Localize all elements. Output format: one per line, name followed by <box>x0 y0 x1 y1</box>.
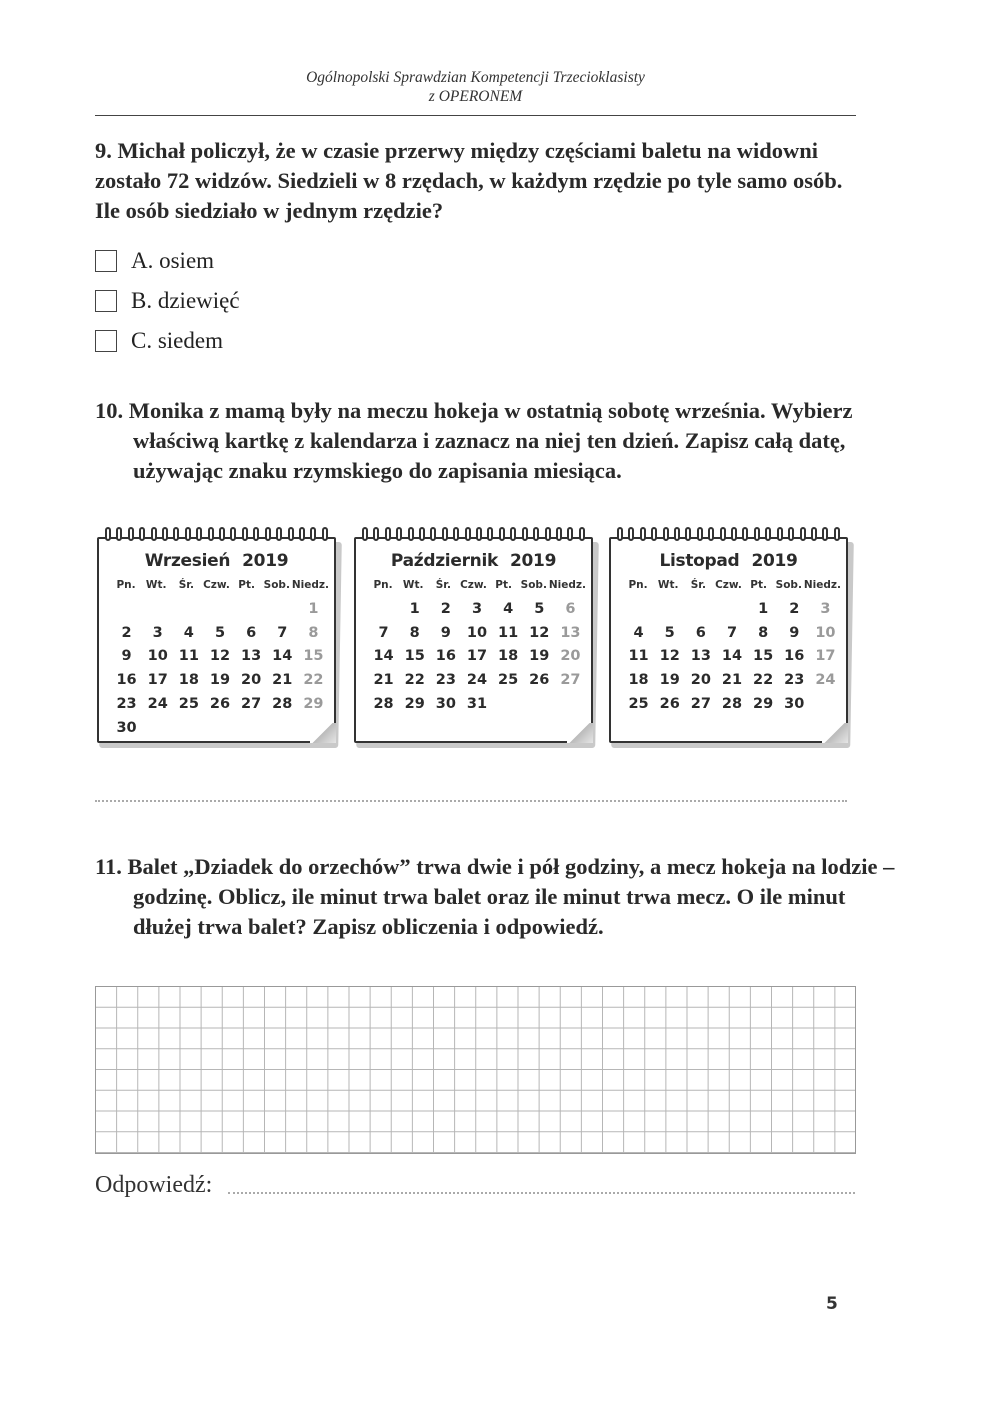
ring-icon <box>545 527 551 541</box>
ring-icon <box>640 527 646 541</box>
ring-icon <box>834 527 840 541</box>
day-cell[interactable]: 18 <box>178 672 199 689</box>
ring-icon <box>185 527 191 541</box>
ring-icon <box>754 527 760 541</box>
ring-icon <box>579 527 585 541</box>
weekday-label: Pn. <box>116 579 136 591</box>
weekday-header <box>368 579 586 597</box>
day-cell[interactable]: 20 <box>690 672 711 689</box>
day-cell[interactable]: 15 <box>303 648 324 665</box>
day-cell[interactable]: 23 <box>435 672 456 689</box>
day-cell[interactable]: 6 <box>565 600 576 617</box>
spiral-binding <box>617 527 840 543</box>
day-cell[interactable]: 5 <box>534 600 545 617</box>
day-cell[interactable]: 10 <box>147 648 168 665</box>
ring-icon <box>499 527 505 541</box>
answer-label: Odpowiedź: <box>95 1172 213 1198</box>
day-cell[interactable]: 28 <box>272 696 293 713</box>
day-cell[interactable]: 19 <box>209 672 231 689</box>
day-cell[interactable]: 27 <box>560 672 581 689</box>
day-cell[interactable]: 11 <box>498 624 519 641</box>
calendar-grid <box>623 579 841 716</box>
day-cell[interactable]: 23 <box>784 672 805 689</box>
ring-icon <box>742 527 748 541</box>
ring-icon <box>230 527 236 541</box>
day-cell[interactable]: 14 <box>272 648 293 665</box>
day-cell[interactable]: 3 <box>820 600 831 617</box>
day-cell[interactable]: 2 <box>440 600 451 617</box>
day-cell[interactable]: 20 <box>560 648 581 665</box>
day-cell[interactable]: 16 <box>435 648 456 665</box>
ring-icon <box>510 527 516 541</box>
ring-icon <box>276 527 282 541</box>
day-cell[interactable]: 24 <box>815 672 836 689</box>
calendar-grid <box>368 579 586 716</box>
day-cell[interactable]: 24 <box>147 696 168 713</box>
header-title: Ogólnopolski Sprawdzian Kompetencji Trzecioklasisty <box>306 69 645 86</box>
weekday-label: Wt. <box>402 579 424 591</box>
calculation-grid[interactable] <box>95 986 856 1154</box>
day-cell[interactable]: 7 <box>726 624 738 641</box>
day-cell[interactable]: 25 <box>178 696 199 713</box>
day-cell[interactable]: 28 <box>721 696 743 713</box>
weekday-label: Czw. <box>460 579 487 591</box>
calendar-days <box>111 597 329 740</box>
day-cell[interactable]: 9 <box>789 624 800 641</box>
option-b[interactable] <box>95 281 240 321</box>
day-cell[interactable]: 21 <box>721 672 743 689</box>
weekday-label: Wt. <box>145 579 167 591</box>
ring-icon <box>765 527 771 541</box>
day-cell[interactable]: 14 <box>373 648 394 665</box>
ring-icon <box>731 527 737 541</box>
ring-icon <box>219 527 225 541</box>
ring-icon <box>196 527 202 541</box>
calendar-title <box>609 551 848 571</box>
day-cell[interactable]: 22 <box>404 672 425 689</box>
day-cell[interactable]: 19 <box>659 672 680 689</box>
day-cell[interactable]: 11 <box>178 648 199 665</box>
ring-icon <box>430 527 436 541</box>
option-c-checkbox[interactable] <box>95 330 117 352</box>
calendar-month: Listopad <box>659 551 740 571</box>
ring-icon <box>663 527 669 541</box>
calendar-year: 2019 <box>242 551 289 571</box>
ring-icon <box>453 527 459 541</box>
day-cell[interactable]: 2 <box>121 624 132 641</box>
day-cell[interactable]: 30 <box>116 719 137 736</box>
ring-icon <box>822 527 828 541</box>
ring-icon <box>253 527 259 541</box>
day-cell[interactable]: 29 <box>404 696 425 713</box>
day-cell[interactable]: 11 <box>628 648 649 665</box>
header-subtitle: z OPERONEM <box>428 88 523 105</box>
ring-icon <box>139 527 145 541</box>
spiral-binding <box>362 527 585 543</box>
day-cell[interactable]: 13 <box>560 624 581 641</box>
day-cell[interactable]: 25 <box>498 672 519 689</box>
option-c-label: C. siedem <box>131 328 223 353</box>
ring-icon <box>105 527 111 541</box>
ring-icon <box>408 527 414 541</box>
calendar-october[interactable] <box>354 533 593 743</box>
option-c[interactable] <box>95 321 240 361</box>
ring-icon <box>362 527 368 541</box>
ring-icon <box>685 527 691 541</box>
day-cell[interactable]: 24 <box>466 672 488 689</box>
calendar-month: Październik <box>390 551 498 571</box>
calendar-year: 2019 <box>751 551 798 571</box>
question-9-options <box>95 241 240 361</box>
ring-icon <box>299 527 305 541</box>
question-9 <box>95 136 865 226</box>
ring-icon <box>442 527 448 541</box>
ring-icon <box>476 527 482 541</box>
day-cell[interactable]: 3 <box>471 600 483 617</box>
weekday-label: Pn. <box>373 579 393 591</box>
ring-icon <box>628 527 634 541</box>
weekday-label: Niedz. <box>291 579 329 591</box>
day-cell[interactable]: 8 <box>758 624 769 641</box>
day-cell[interactable]: 17 <box>466 648 488 665</box>
day-cell[interactable]: 6 <box>246 624 257 641</box>
question-9-number: 9. <box>95 138 112 163</box>
ring-icon <box>322 527 328 541</box>
ring-icon <box>465 527 471 541</box>
ring-icon <box>567 527 573 541</box>
day-cell[interactable]: 26 <box>529 672 550 689</box>
option-b-label: B. dziewięć <box>131 288 240 313</box>
question-10 <box>95 396 903 486</box>
ring-icon <box>242 527 248 541</box>
ring-icon <box>697 527 703 541</box>
weekday-header <box>111 579 329 597</box>
question-11 <box>95 852 903 942</box>
day-cell[interactable]: 16 <box>116 672 137 689</box>
weekday-label: Pn. <box>628 579 648 591</box>
option-a-label: A. osiem <box>131 248 215 273</box>
day-cell[interactable]: 9 <box>121 648 132 665</box>
day-cell[interactable]: 18 <box>498 648 519 665</box>
day-cell[interactable]: 6 <box>695 624 706 641</box>
day-cell[interactable]: 1 <box>308 600 319 617</box>
weekday-label: Wt. <box>657 579 679 591</box>
weekday-label: Sob. <box>775 579 802 591</box>
ring-icon <box>128 527 134 541</box>
day-cell[interactable]: 7 <box>277 624 288 641</box>
day-cell[interactable]: 5 <box>664 624 675 641</box>
day-cell[interactable]: 17 <box>815 648 836 665</box>
day-cell[interactable]: 16 <box>784 648 805 665</box>
day-cell[interactable]: 1 <box>409 600 420 617</box>
ring-icon <box>385 527 391 541</box>
day-cell[interactable]: 22 <box>303 672 324 689</box>
day-cell[interactable]: 7 <box>378 624 389 641</box>
calendar-grid <box>111 579 329 740</box>
weekday-label: Czw. <box>203 579 230 591</box>
weekday-label: Niedz. <box>548 579 586 591</box>
calendar-september[interactable] <box>97 533 336 743</box>
day-cell[interactable]: 31 <box>466 696 488 713</box>
answer-line-10[interactable] <box>95 800 847 802</box>
day-cell[interactable]: 10 <box>466 624 488 641</box>
option-a[interactable] <box>95 241 240 281</box>
day-cell[interactable]: 4 <box>183 624 194 641</box>
ring-icon <box>788 527 794 541</box>
day-cell[interactable]: 14 <box>721 648 743 665</box>
day-cell[interactable]: 9 <box>440 624 451 641</box>
calendar-title <box>354 551 593 571</box>
weekday-header <box>623 579 841 597</box>
day-cell[interactable]: 12 <box>209 648 231 665</box>
question-10-text: Monika z mamą były na meczu hokeja w ostatnią sobotę września. Wybierz właściwą kartkę z kalendarza i zaznacz na niej ten dzień. Zapisz całą datę, używając znaku rzymskiego do zapisania miesiąca. <box>128 398 853 483</box>
ring-icon <box>487 527 493 541</box>
weekday-label: Pt. <box>750 579 767 591</box>
day-cell[interactable]: 4 <box>633 624 644 641</box>
weekday-label: Sob. <box>263 579 290 591</box>
page-number: 5 <box>826 1294 838 1314</box>
weekday-label: Pt. <box>495 579 512 591</box>
ring-icon <box>800 527 806 541</box>
ring-icon <box>651 527 657 541</box>
spiral-binding <box>105 527 328 543</box>
weekday-label: Niedz. <box>803 579 841 591</box>
ring-icon <box>373 527 379 541</box>
header-divider <box>95 115 856 116</box>
weekday-label: Sob. <box>520 579 547 591</box>
day-cell[interactable]: 2 <box>789 600 800 617</box>
day-cell[interactable]: 13 <box>241 648 262 665</box>
day-cell[interactable]: 3 <box>152 624 163 641</box>
ring-icon <box>310 527 316 541</box>
calendar-days <box>368 597 586 716</box>
ring-icon <box>617 527 623 541</box>
ring-icon <box>419 527 425 541</box>
ring-icon <box>708 527 714 541</box>
ring-icon <box>522 527 528 541</box>
day-cell[interactable]: 26 <box>659 696 680 713</box>
day-cell[interactable]: 4 <box>503 600 514 617</box>
day-cell[interactable]: 30 <box>784 696 805 713</box>
calendar-title <box>97 551 336 571</box>
ring-icon <box>208 527 214 541</box>
page-header <box>95 68 856 106</box>
ring-icon <box>116 527 122 541</box>
day-cell[interactable]: 12 <box>529 624 550 641</box>
weekday-label: Czw. <box>715 579 742 591</box>
ring-icon <box>674 527 680 541</box>
day-cell[interactable]: 21 <box>272 672 293 689</box>
day-cell[interactable]: 23 <box>116 696 137 713</box>
calendar-year: 2019 <box>509 551 557 571</box>
day-cell[interactable]: 13 <box>690 648 711 665</box>
ring-icon <box>556 527 562 541</box>
ring-icon <box>777 527 783 541</box>
ring-icon <box>162 527 168 541</box>
question-9-text: Michał policzył, że w czasie przerwy między częściami baletu na widowni zostało 72 widzów. Siedzieli w 8 rzędach, w każdym rzędzie po tyle samo osób. Ile osób siedziało w jednym rzędzie? <box>95 138 843 223</box>
ring-icon <box>396 527 402 541</box>
day-cell[interactable]: 18 <box>628 672 649 689</box>
ring-icon <box>533 527 539 541</box>
day-cell[interactable]: 28 <box>373 696 394 713</box>
day-cell[interactable]: 29 <box>303 696 324 713</box>
question-11-number: 11. <box>95 854 122 879</box>
day-cell[interactable]: 8 <box>409 624 420 641</box>
day-cell[interactable]: 20 <box>241 672 262 689</box>
option-b-checkbox[interactable] <box>95 290 117 312</box>
day-cell[interactable]: 21 <box>373 672 394 689</box>
calendar-month: Wrzesień <box>144 551 231 571</box>
ring-icon <box>265 527 271 541</box>
ring-icon <box>151 527 157 541</box>
day-cell[interactable]: 1 <box>758 600 769 617</box>
ring-icon <box>811 527 817 541</box>
weekday-label: Pt. <box>238 579 255 591</box>
weekday-label: Śr. <box>690 579 706 591</box>
calendar-days <box>623 597 841 716</box>
day-cell[interactable]: 12 <box>659 648 680 665</box>
weekday-label: Śr. <box>178 579 194 591</box>
option-a-checkbox[interactable] <box>95 250 117 272</box>
day-cell[interactable]: 22 <box>753 672 774 689</box>
answer-line-11[interactable] <box>228 1192 855 1194</box>
day-cell[interactable]: 29 <box>753 696 774 713</box>
calendars <box>97 533 857 753</box>
day-cell[interactable]: 26 <box>209 696 231 713</box>
ring-icon <box>720 527 726 541</box>
day-cell[interactable]: 5 <box>214 624 226 641</box>
ring-icon <box>173 527 179 541</box>
day-cell[interactable]: 8 <box>308 624 319 641</box>
day-cell[interactable]: 19 <box>529 648 550 665</box>
calendar-november[interactable] <box>609 533 848 743</box>
day-cell[interactable]: 27 <box>241 696 262 713</box>
day-cell[interactable]: 27 <box>690 696 711 713</box>
weekday-label: Śr. <box>435 579 451 591</box>
day-cell[interactable]: 15 <box>753 648 774 665</box>
question-11-text: Balet „Dziadek do orzechów” trwa dwie i pół godziny, a mecz hokeja na lodzie – godzinę. Oblicz, ile minut trwa balet oraz ile minut trwa mecz. O ile minut dłużej trwa balet? Zapisz obliczenia i odpowiedź. <box>127 854 895 939</box>
question-10-number: 10. <box>95 398 124 423</box>
day-cell[interactable]: 15 <box>404 648 425 665</box>
day-cell[interactable]: 25 <box>628 696 649 713</box>
day-cell[interactable]: 17 <box>147 672 168 689</box>
day-cell[interactable]: 30 <box>435 696 456 713</box>
ring-icon <box>288 527 294 541</box>
day-cell[interactable]: 10 <box>815 624 836 641</box>
